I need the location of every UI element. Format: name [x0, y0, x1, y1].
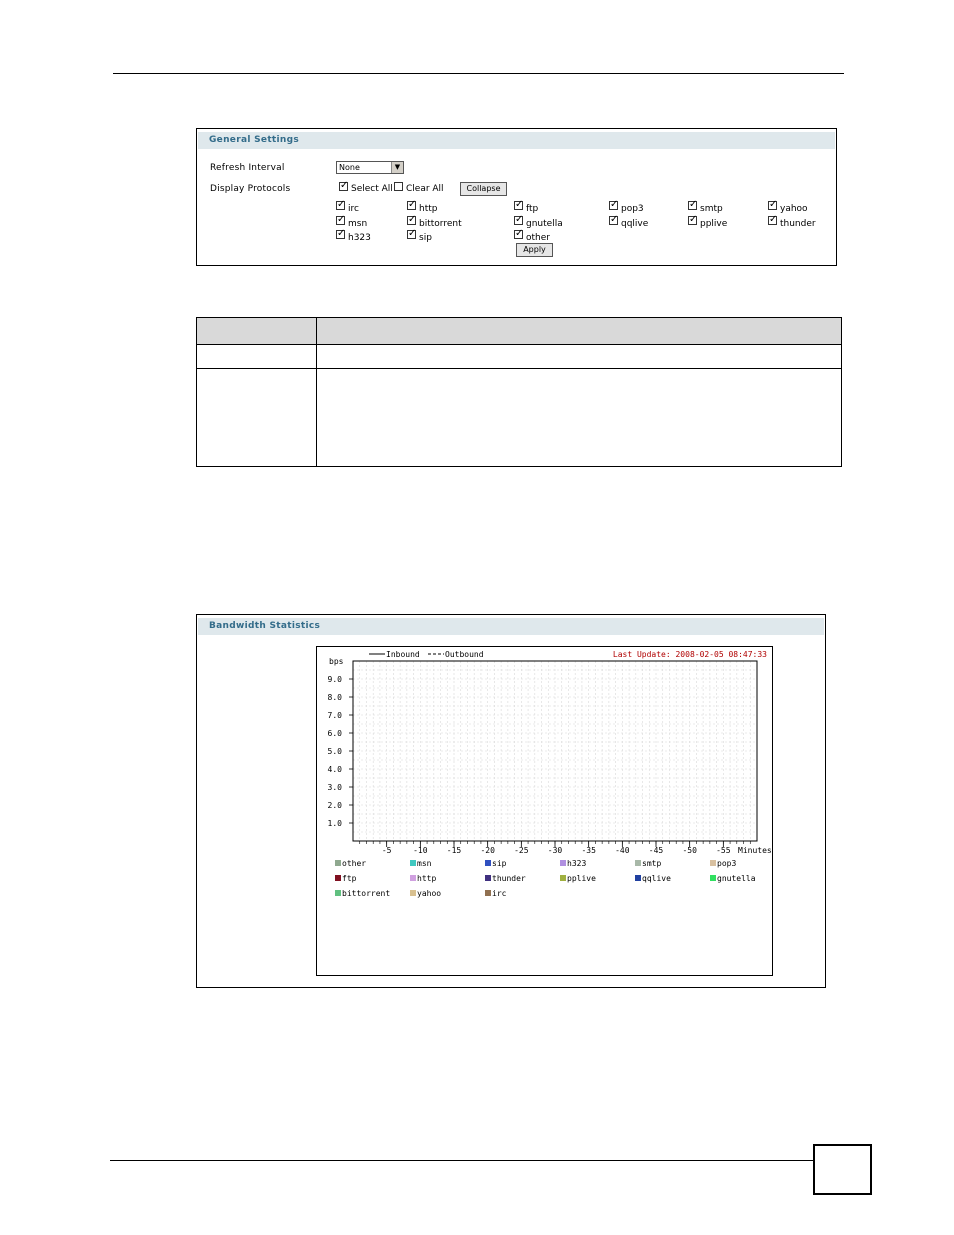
protocol-checkbox-pop3[interactable] — [609, 201, 618, 210]
y-tick-label: 4.0 — [327, 765, 342, 774]
legend-label: sip — [492, 859, 507, 868]
protocol-checkbox-ftp[interactable] — [514, 201, 523, 210]
protocol-checkbox-qqlive[interactable] — [609, 216, 618, 225]
protocol-checkbox-msn[interactable] — [336, 216, 345, 225]
legend-label: bittorrent — [342, 889, 391, 898]
legend-swatch-irc — [485, 890, 491, 896]
legend-swatch-sip — [485, 860, 491, 866]
refresh-interval-value: None — [339, 163, 360, 172]
protocol-checkbox-other[interactable] — [514, 230, 523, 239]
bandwidth-statistics-title: Bandwidth Statistics — [198, 618, 824, 635]
protocol-label: irc — [348, 204, 359, 214]
legend-swatch-http — [410, 875, 416, 881]
legend-swatch-msn — [410, 860, 416, 866]
protocol-label: other — [526, 233, 550, 243]
x-tick-label: -45 — [648, 846, 664, 855]
protocol-label: sip — [419, 233, 432, 243]
table-cell — [317, 369, 842, 467]
x-tick-label: -30 — [547, 846, 563, 855]
x-tick-label: -25 — [514, 846, 529, 855]
legend-label: msn — [417, 859, 432, 868]
y-tick-label: 2.0 — [327, 801, 342, 810]
description-table — [196, 317, 842, 467]
protocol-label: gnutella — [526, 219, 563, 229]
legend-label: ftp — [342, 874, 357, 883]
protocol-label: http — [419, 204, 438, 214]
y-tick-label: 7.0 — [327, 711, 342, 720]
y-tick-label: 3.0 — [327, 783, 342, 792]
x-tick-label: -10 — [413, 846, 428, 855]
legend-label: irc — [492, 889, 507, 898]
select-all-checkbox[interactable] — [339, 182, 348, 191]
y-axis-unit-label: bps — [329, 657, 344, 666]
outbound-legend-label: Outbound — [445, 650, 484, 659]
legend-swatch-other — [335, 860, 341, 866]
x-tick-label: -15 — [446, 846, 462, 855]
legend-swatch-bittorrent — [335, 890, 341, 896]
protocol-label: thunder — [780, 219, 816, 229]
protocol-checkbox-thunder[interactable] — [768, 216, 777, 225]
legend-swatch-pplive — [560, 875, 566, 881]
select-all-label: Select All — [351, 184, 393, 194]
x-tick-label: -35 — [581, 846, 596, 855]
y-tick-label: 1.0 — [327, 819, 342, 828]
y-tick-label: 9.0 — [327, 675, 342, 684]
x-tick-label: -5 — [381, 846, 392, 855]
table-header-cell — [197, 318, 317, 345]
protocol-checkbox-smtp[interactable] — [688, 201, 697, 210]
protocol-label: qqlive — [621, 219, 649, 229]
chevron-down-icon[interactable]: ▼ — [391, 162, 403, 173]
legend-swatch-h323 — [560, 860, 566, 866]
protocol-label: ftp — [526, 204, 539, 214]
legend-swatch-smtp — [635, 860, 641, 866]
protocol-checkbox-yahoo[interactable] — [768, 201, 777, 210]
legend-swatch-pop3 — [710, 860, 716, 866]
table-header-cell — [317, 318, 842, 345]
x-tick-label: -40 — [615, 846, 630, 855]
inbound-legend-label: Inbound — [386, 650, 420, 659]
protocol-checkbox-http[interactable] — [407, 201, 416, 210]
refresh-interval-select[interactable] — [336, 161, 404, 174]
protocol-checkbox-bittorrent[interactable] — [407, 216, 416, 225]
legend-label: smtp — [642, 859, 662, 868]
y-tick-label: 6.0 — [327, 729, 342, 738]
bandwidth-chart — [316, 646, 773, 901]
legend-swatch-thunder — [485, 875, 491, 881]
footer-rule — [110, 1160, 813, 1161]
y-tick-label: 5.0 — [327, 747, 342, 756]
protocol-label: h323 — [348, 233, 371, 243]
clear-all-checkbox[interactable] — [394, 182, 403, 191]
x-tick-label: -20 — [480, 846, 495, 855]
protocol-label: smtp — [700, 204, 723, 214]
protocol-label: pop3 — [621, 204, 644, 214]
x-axis-unit-label: Minutes — [738, 846, 772, 855]
x-tick-label: -55 — [716, 846, 731, 855]
protocol-checkbox-irc[interactable] — [336, 201, 345, 210]
protocol-checkbox-gnutella[interactable] — [514, 216, 523, 225]
legend-label: thunder — [492, 874, 526, 883]
legend-label: pop3 — [717, 859, 737, 868]
legend-swatch-yahoo — [410, 890, 416, 896]
x-tick-label: -50 — [682, 846, 697, 855]
y-tick-label: 8.0 — [327, 693, 342, 702]
protocol-label: msn — [348, 219, 368, 229]
protocol-checkbox-pplive[interactable] — [688, 216, 697, 225]
display-protocols-label: Display Protocols — [210, 184, 291, 194]
legend-label: h323 — [567, 859, 587, 868]
protocol-label: pplive — [700, 219, 728, 229]
legend-label: pplive — [567, 874, 596, 883]
table-cell — [197, 345, 317, 369]
legend-swatch-qqlive — [635, 875, 641, 881]
protocol-label: yahoo — [780, 204, 808, 214]
apply-button[interactable]: Apply — [516, 243, 553, 257]
last-update-label: Last Update: 2008-02-05 08:47:33 — [612, 650, 767, 659]
protocol-label: bittorrent — [419, 219, 462, 229]
table-cell — [317, 345, 842, 369]
protocol-checkbox-h323[interactable] — [336, 230, 345, 239]
collapse-button[interactable]: Collapse — [460, 182, 507, 196]
legend-label: http — [417, 874, 437, 883]
page-number-box — [813, 1144, 872, 1195]
legend-label: qqlive — [642, 874, 671, 883]
legend-swatch-ftp — [335, 875, 341, 881]
legend-swatch-gnutella — [710, 875, 716, 881]
clear-all-label: Clear All — [406, 184, 444, 194]
protocol-checkbox-sip[interactable] — [407, 230, 416, 239]
general-settings-title: General Settings — [198, 132, 835, 149]
table-cell — [197, 369, 317, 467]
table-row — [197, 345, 842, 369]
table-header-row — [197, 318, 842, 345]
legend-label: other — [342, 859, 367, 868]
table-row — [197, 369, 842, 467]
refresh-interval-label: Refresh Interval — [210, 163, 285, 173]
header-rule — [113, 73, 844, 74]
legend-label: gnutella — [717, 874, 756, 883]
legend-label: yahoo — [417, 889, 442, 898]
